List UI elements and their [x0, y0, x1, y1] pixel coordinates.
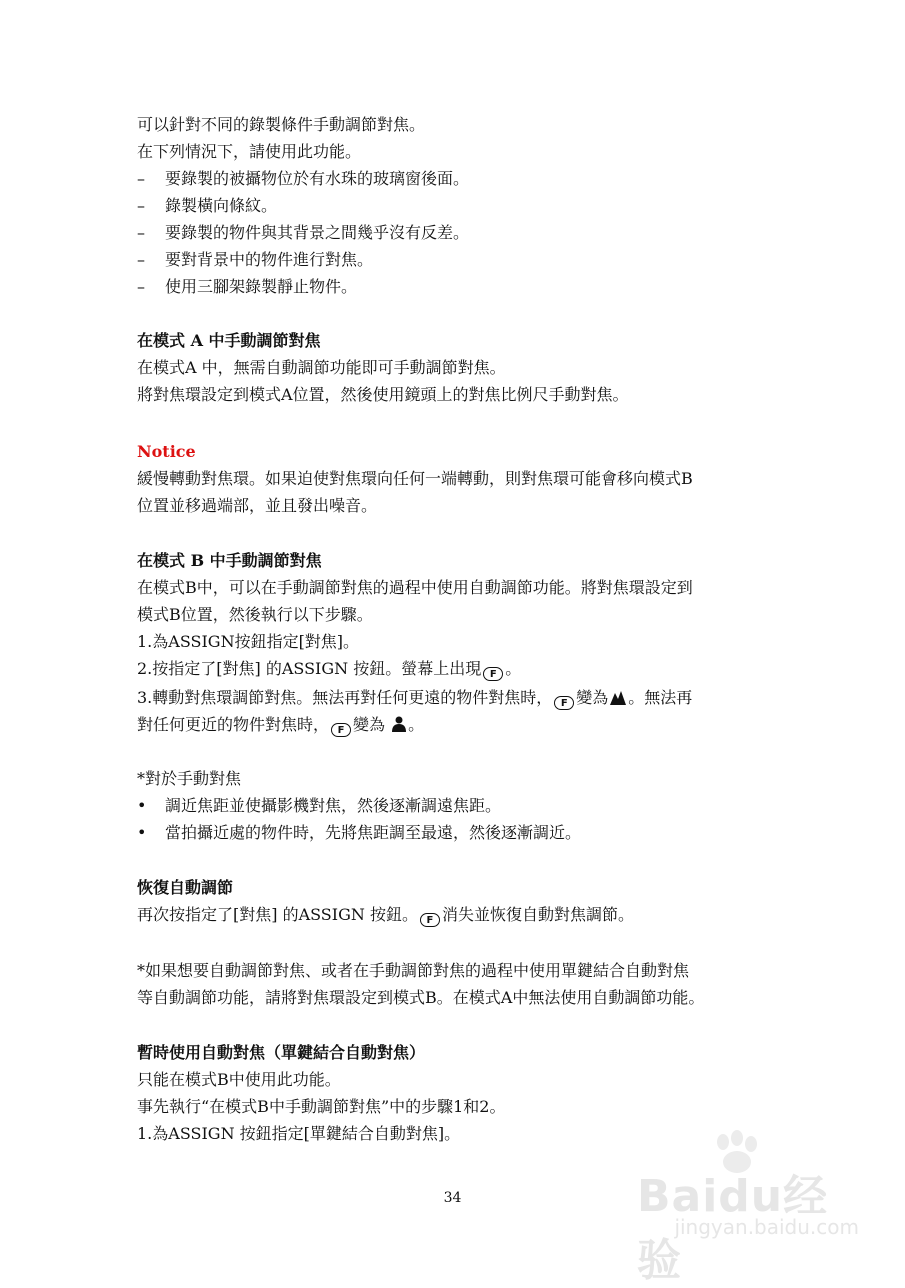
step-3-becomes: 變為	[353, 715, 391, 734]
list-item-text: 使用三腳架錄製靜止物件。	[165, 277, 358, 296]
step-3-cannot: 。無法再	[628, 688, 693, 707]
dash-marker: –	[137, 250, 145, 269]
mode-b-step-3-cont	[137, 714, 424, 737]
mode-a-line-2: 將對焦環設定到模式A位置，然後使用鏡頭上的對焦比例尺手動對焦。	[137, 385, 629, 404]
list-item	[137, 168, 469, 190]
list-item-text: 要對背景中的物件進行對焦。	[165, 250, 374, 269]
mode-b-step-1: 1.為ASSIGN按鈕指定[對焦]。	[137, 632, 360, 651]
list-item-text: 調近焦距並使攝影機對焦，然後逐漸調遠焦距。	[165, 796, 502, 815]
mode-b-line-2: 模式B位置，然後執行以下步驟。	[137, 605, 373, 624]
mode-a-line-1: 在模式A 中，無需自動調節功能即可手動調節對焦。	[137, 358, 506, 377]
manual-note-title: *對於手動對焦	[137, 769, 242, 788]
manual-focus-icon: F	[331, 723, 351, 737]
list-item-text: 當拍攝近處的物件時，先將焦距調至最遠，然後逐漸調近。	[165, 823, 582, 842]
step-3-near-text: 對任何更近的物件對焦時，	[137, 715, 330, 734]
notice-heading: Notice	[137, 442, 196, 461]
mountain-icon	[610, 691, 626, 705]
dash-marker: –	[137, 196, 145, 215]
bullet-marker: •	[137, 823, 147, 842]
manual-focus-icon: F	[554, 696, 574, 710]
list-item	[137, 822, 581, 844]
note-2-line-2: 等自動調節功能，請將對焦環設定到模式B。在模式A中無法使用自動調節功能。	[137, 988, 705, 1007]
dash-marker: –	[137, 223, 145, 242]
restore-line-1	[137, 904, 634, 927]
mode-b-heading: 在模式 B 中手動調節對焦	[137, 551, 322, 570]
notice-line-2: 位置並移過端部，並且發出噪音。	[137, 496, 378, 515]
list-item	[137, 276, 357, 298]
mode-b-line-1: 在模式B中，可以在手動調節對焦的過程中使用自動調節功能。將對焦環設定到	[137, 578, 693, 597]
list-item	[137, 795, 501, 817]
step-3-end: 。	[408, 715, 425, 734]
person-icon	[392, 716, 406, 732]
list-item-text: 要錄製的物件與其背景之間幾乎沒有反差。	[165, 223, 470, 242]
notice-line-1: 緩慢轉動對焦環。如果迫使對焦環向任何一端轉動，則對焦環可能會移向模式B	[137, 469, 693, 488]
watermark-brand: Baidu经验	[637, 1171, 829, 1286]
temp-af-line-2: 事先執行“在模式B中手動調節對焦”中的步驟1和2。	[137, 1097, 506, 1116]
temp-af-heading: 暫時使用自動對焦（單鍵結合自動對焦）	[137, 1043, 426, 1062]
step-3-becomes: 變為	[576, 688, 609, 707]
step-2-text: 2.按指定了[對焦] 的ASSIGN 按鈕。螢幕上出現	[137, 659, 482, 678]
dash-marker: –	[137, 277, 145, 296]
mode-b-step-3	[137, 687, 692, 710]
restore-text: 再次按指定了[對焦] 的ASSIGN 按鈕。	[137, 905, 418, 924]
page-number: 34	[443, 1190, 462, 1206]
intro-line-2: 在下列情況下，請使用此功能。	[137, 142, 362, 161]
list-item-text: 錄製橫向條紋。	[165, 196, 278, 215]
list-item	[137, 249, 373, 271]
restore-text-end: 消失並恢復自動對焦調節。	[441, 905, 634, 924]
list-item	[137, 222, 469, 244]
baidu-watermark	[637, 1130, 867, 1286]
temp-af-line-3: 1.為ASSIGN 按鈕指定[單鍵結合自動對焦]。	[137, 1124, 461, 1143]
intro-line-1: 可以針對不同的錄製條件手動調節對焦。	[137, 115, 426, 134]
dash-marker: –	[137, 169, 145, 188]
restore-heading: 恢復自動調節	[137, 878, 234, 897]
step-2-end: 。	[505, 659, 522, 678]
step-3-text: 3.轉動對焦環調節對焦。無法再對任何更遠的物件對焦時，	[137, 688, 553, 707]
list-item-text: 要錄製的被攝物位於有水珠的玻璃窗後面。	[165, 169, 470, 188]
manual-focus-icon: F	[420, 913, 440, 927]
note-2-line-1: *如果想要自動調節對焦、或者在手動調節對焦的過程中使用單鍵結合自動對焦	[137, 961, 690, 980]
list-item	[137, 195, 277, 217]
watermark-url: jingyan.baidu.com	[674, 1215, 859, 1239]
mode-b-step-2	[137, 658, 521, 681]
bullet-marker: •	[137, 796, 147, 815]
manual-focus-icon: F	[483, 667, 503, 681]
mode-a-heading: 在模式 A 中手動調節對焦	[137, 331, 321, 350]
temp-af-line-1: 只能在模式B中使用此功能。	[137, 1070, 341, 1089]
